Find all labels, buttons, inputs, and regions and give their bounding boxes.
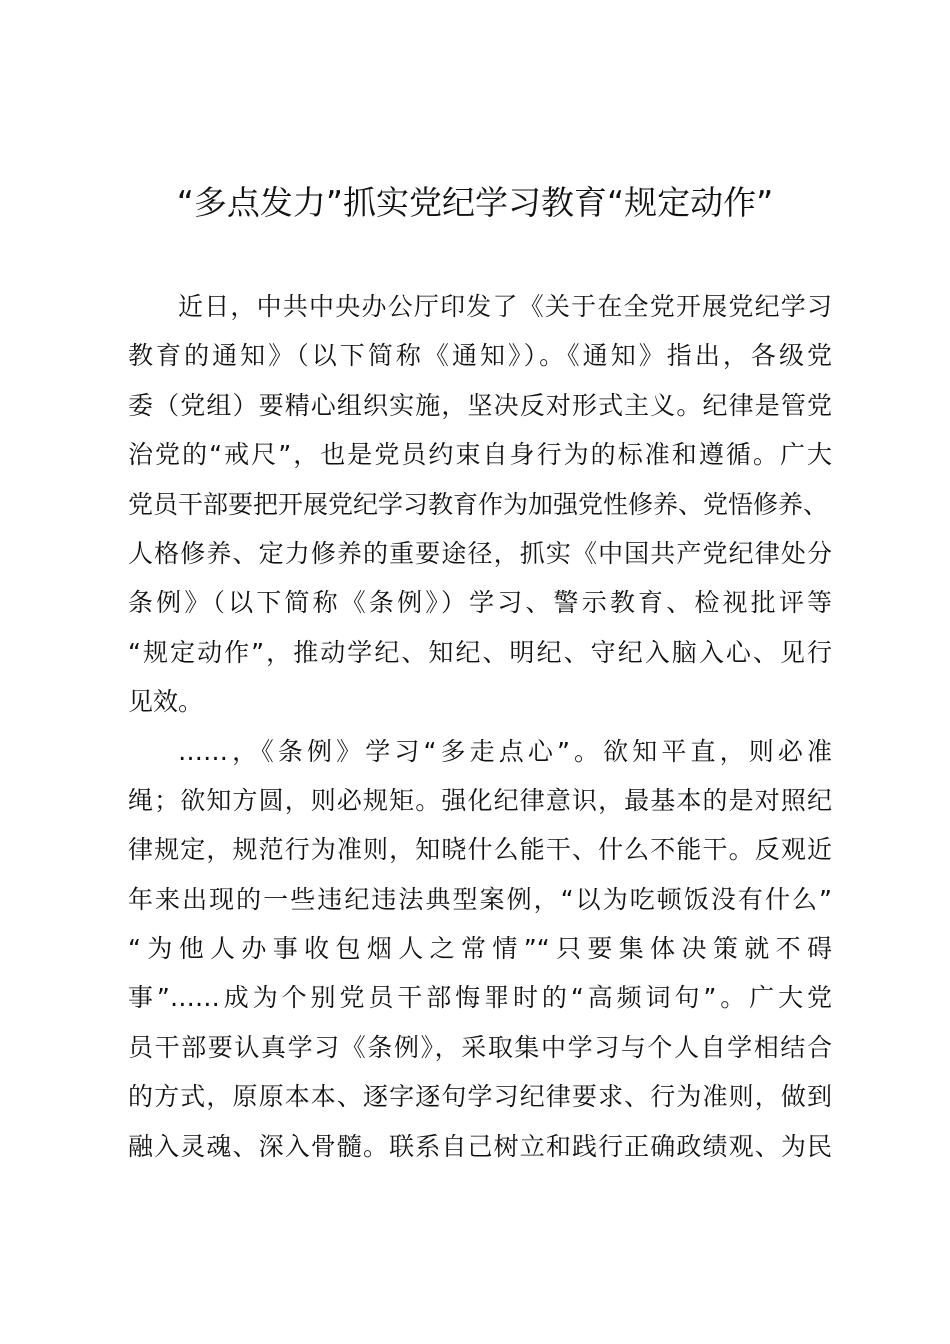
- paragraph-1-line-7: 条例》（以下简称《条例》）学习、警示教育、检视批评等: [128, 588, 832, 618]
- paragraph-2-line-8: 的方式，原原本本、逐字逐句学习纪律要求、行为准则，做到: [128, 1082, 832, 1112]
- paragraph-1-line-3: 委（党组）要精心组织实施，坚决反对形式主义。纪律是管党: [128, 390, 832, 420]
- paragraph-2-line-5: “为他人办事收包烟人之常情”“只要集体决策就不碍: [128, 934, 832, 964]
- paragraph-2-line-4: 年来出现的一些违纪违法典型案例，“以为吃顿饭没有什么”: [128, 884, 832, 914]
- paragraph-1-line-1: 近日，中共中央办公厅印发了《关于在全党开展党纪学习: [178, 292, 832, 321]
- paragraph-2-line-2: 绳；欲知方圆，则必规矩。强化纪律意识，最基本的是对照纪: [128, 785, 832, 815]
- paragraph-2-line-3: 律规定，规范行为准则，知晓什么能干、什么不能干。反观近: [128, 835, 832, 865]
- paragraph-1-line-4: 治党的“戒尺”，也是党员约束自身行为的标准和遵循。广大: [128, 440, 832, 470]
- paragraph-1-line-6: 人格修养、定力修养的重要途径，抓实《中国共产党纪律处分: [128, 538, 832, 568]
- document-body: [128, 282, 840, 1171]
- paragraph-1-line-9: 见效。: [128, 687, 204, 717]
- paragraph-2-line-9: 融入灵魂、深入骨髓。联系自己树立和践行正确政绩观、为民: [128, 1131, 832, 1161]
- paragraph-1-line-2: 教育的通知》（以下简称《通知》）。《通知》指出，各级党: [128, 341, 832, 371]
- paragraph-1-line-8: “规定动作”，推动学纪、知纪、明纪、守纪入脑入心、见行: [128, 637, 832, 667]
- paragraph-2-line-1: ……，《条例》学习“多走点心”。欲知平直，则必准: [178, 736, 832, 766]
- paragraph-2-line-6: 事”……成为个别党员干部悔罪时的“高频词句”。广大党: [128, 983, 832, 1013]
- document-title: “多点发力”抓实党纪学习教育“规定动作”: [176, 183, 774, 222]
- paragraph-2-line-7: 员干部要认真学习《条例》，采取集中学习与个人自学相结合: [128, 1032, 832, 1062]
- paragraph-1-line-5: 党员干部要把开展党纪学习教育作为加强党性修养、党悟修养、: [128, 489, 829, 519]
